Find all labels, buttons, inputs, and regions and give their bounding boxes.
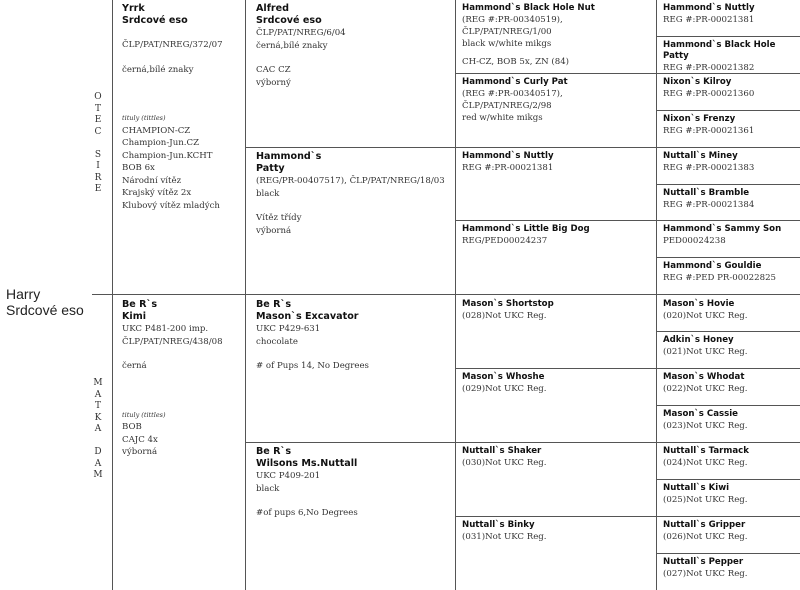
side-letter: T: [94, 103, 101, 114]
dog-name: Mason`s Cassie: [663, 409, 739, 419]
dog-kennel: Patty: [256, 163, 285, 174]
gen4-cell: [659, 517, 800, 553]
side-letter: O: [94, 92, 102, 102]
dog-reg: REG #:PED PR-00022825: [663, 273, 777, 283]
gen4-cell: [659, 258, 800, 294]
gen4-cell: [659, 480, 800, 516]
side-letter: D: [94, 447, 102, 457]
dam-titles: [122, 421, 241, 459]
dog-note: CAC CZ: [256, 65, 291, 75]
gen4-cell: [659, 332, 800, 368]
dog-name: Mason`s Shortstop: [462, 299, 554, 309]
dog-reg: REG #:PR-00021383: [663, 163, 755, 173]
side-letter: S: [94, 149, 102, 160]
gen4-cell: [659, 554, 800, 590]
dog-name: Be R`s: [256, 299, 292, 310]
side-letter: K: [94, 412, 102, 423]
dog-detail: (031)Not UKC Reg.: [462, 532, 547, 542]
subject-kennel: Srdcové eso: [6, 302, 84, 318]
gen3-cell: [458, 517, 656, 590]
gen4-cell: [659, 74, 800, 110]
side-letter: A: [94, 389, 102, 400]
dog-kennel: Srdcové eso: [256, 15, 322, 26]
dog-reg: (REG/PR-00407517), ČLP/PAT/NREG/18/03: [256, 176, 445, 186]
dog-reg: PED00024238: [663, 236, 726, 246]
dog-reg: (021)Not UKC Reg.: [663, 347, 748, 357]
dog-name: Hammond`s Gouldie: [663, 261, 762, 271]
dog-note: Vítěz třídy: [256, 213, 302, 223]
dog-name: Nuttall`s Binky: [462, 520, 535, 530]
sire-titles: [122, 125, 241, 213]
dog-name: Nuttall`s Tarmack: [663, 446, 749, 456]
grandsire-paternal-cell: [252, 0, 455, 147]
dog-note: výborná: [256, 225, 292, 236]
dog-name: Hammond`s: [256, 151, 322, 162]
dam-cell: [118, 296, 245, 590]
row-divider: [92, 294, 800, 295]
dog-reg: (020)Not UKC Reg.: [663, 311, 748, 321]
dog-detail: REG #:PR-00021381: [462, 163, 554, 173]
dog-detail: CH-CZ, BOB 5x, ZN (84): [462, 57, 570, 67]
side-letter: M: [93, 470, 103, 480]
dog-reg: REG #:PR-00021360: [663, 89, 755, 99]
subject-name-block: [6, 286, 84, 318]
dog-reg: UKC P429-631: [256, 324, 321, 334]
dog-name: Mason`s Whoshe: [462, 372, 545, 382]
gen3-cell: [458, 74, 656, 147]
gen4-cell: [659, 443, 800, 479]
dog-name: Adkin`s Honey: [663, 335, 734, 345]
dog-name: Hammond`s Curly Pat: [462, 77, 568, 87]
side-letter: E: [94, 184, 102, 194]
dog-color: černá,bílé znaky: [256, 40, 328, 51]
column-divider: [112, 0, 113, 590]
sire-name: Yrrk: [122, 3, 145, 14]
dog-detail: (030)Not UKC Reg.: [462, 458, 547, 468]
dog-note: # of Pups 14, No Degrees: [256, 361, 369, 371]
side-letter: [93, 138, 103, 150]
dog-name: Hammond`s Nuttly: [462, 151, 554, 161]
gen4-cell: [659, 37, 800, 73]
side-letter: A: [94, 424, 102, 434]
dog-kennel: Mason`s Excavator: [256, 311, 359, 322]
dog-name: Mason`s Hovie: [663, 299, 735, 309]
dog-reg: (027)Not UKC Reg.: [663, 569, 748, 579]
grandsire-maternal-cell: [252, 296, 455, 442]
granddam-paternal-cell: [252, 148, 455, 294]
dam-titles-label: tituly (tittles): [122, 410, 166, 419]
side-letter: E: [94, 115, 102, 125]
dog-detail: black w/white mikgs: [462, 39, 552, 49]
title-item: Klubový vítěz mladých: [122, 200, 220, 211]
side-letter: I: [96, 161, 100, 171]
side-letter: [93, 436, 103, 448]
dog-name: Nuttall`s Bramble: [663, 188, 750, 198]
dam-reg1: UKC P481-200 imp.: [122, 324, 209, 334]
dog-note: #of pups 6,No Degrees: [256, 508, 358, 518]
dog-detail: (REG #:PR-00340517), ČLP/PAT/NREG/2/98: [462, 89, 563, 111]
gen3-cell: [458, 0, 656, 73]
gen4-cell: [659, 369, 800, 405]
gen3-cell: [458, 221, 656, 294]
title-item: BOB 6x: [122, 163, 155, 173]
column-divider: [245, 0, 246, 590]
dam-reg2: ČLP/PAT/NREG/438/08: [122, 336, 223, 347]
dam-name: Be R`s: [122, 299, 158, 310]
granddam-maternal-cell: [252, 443, 455, 590]
gen4-cell: [659, 148, 800, 184]
dog-color: black: [256, 188, 280, 199]
dog-detail: (028)Not UKC Reg.: [462, 311, 547, 321]
title-item: Champion-Jun.CZ: [122, 138, 200, 148]
column-divider: [656, 0, 657, 590]
dog-reg: REG #:PR-00021384: [663, 200, 755, 210]
sire-cell: [118, 0, 245, 294]
dog-reg: UKC P409-201: [256, 471, 321, 481]
dog-reg: (025)Not UKC Reg.: [663, 495, 748, 505]
dog-name: Hammond`s Black Hole Patty: [663, 40, 776, 61]
title-item: CAJC 4x: [122, 434, 158, 445]
dam-color: černá: [122, 361, 147, 371]
dog-name: Nixon`s Kilroy: [663, 77, 732, 87]
dog-name: Hammond`s Little Big Dog: [462, 224, 590, 234]
gen4-cell: [659, 296, 800, 332]
dog-name: Nuttall`s Kiwi: [663, 483, 730, 493]
side-letter: M: [93, 378, 103, 388]
dog-detail: (REG #:PR-00340519), ČLP/PAT/NREG/1/00: [462, 15, 563, 37]
dog-reg: (026)Not UKC Reg.: [663, 532, 748, 542]
dog-detail: (029)Not UKC Reg.: [462, 384, 547, 394]
side-letter: A: [94, 458, 102, 469]
dog-reg: REG #:PR-00021382: [663, 63, 755, 73]
gen4-cell: [659, 185, 800, 221]
dog-name: Hammond`s Black Hole Nut: [462, 3, 595, 13]
dog-name: Alfred: [256, 3, 289, 14]
dog-kennel: Wilsons Ms.Nuttall: [256, 458, 358, 469]
dog-name: Hammond`s Nuttly: [663, 3, 755, 13]
gen3-cell: [458, 443, 656, 516]
sire-titles-label: tituly (tittles): [122, 114, 166, 122]
title-item: BOB: [122, 422, 142, 432]
dog-name: Mason`s Whodat: [663, 372, 745, 382]
dog-color: chocolate: [256, 336, 298, 347]
dog-reg: ČLP/PAT/NREG/6/04: [256, 28, 346, 38]
side-letter: T: [94, 401, 101, 411]
dog-reg: (024)Not UKC Reg.: [663, 458, 748, 468]
dog-detail: red w/white mikgs: [462, 113, 543, 123]
side-letter: C: [94, 126, 102, 137]
dog-detail: REG/PED00024237: [462, 236, 548, 246]
gen4-cell: [659, 111, 800, 147]
title-item: Champion-Jun.KCHT: [122, 150, 213, 161]
subject-name: Harry: [6, 286, 41, 302]
gen4-cell: [659, 406, 800, 442]
gen4-cell: [659, 0, 800, 36]
dam-kennel: Kimi: [122, 311, 147, 322]
sire-kennel: Srdcové eso: [122, 15, 188, 26]
dog-name: Nuttall`s Gripper: [663, 520, 746, 530]
dog-name: Hammond`s Sammy Son: [663, 224, 782, 234]
gen3-cell: [458, 148, 656, 221]
gen3-cell: [458, 369, 656, 442]
dog-name: Nuttall`s Shaker: [462, 446, 542, 456]
dog-reg: REG #:PR-00021361: [663, 126, 755, 136]
dog-name: Nixon`s Frenzy: [663, 114, 736, 124]
dog-name: Be R`s: [256, 446, 292, 457]
dog-color: black: [256, 483, 280, 494]
sire-reg: ČLP/PAT/NREG/372/07: [122, 40, 223, 50]
gen3-cell: [458, 296, 656, 369]
dog-reg: (022)Not UKC Reg.: [663, 384, 748, 394]
title-item: CHAMPION-CZ: [122, 125, 191, 136]
side-letter: R: [94, 172, 102, 183]
sire-color: černá,bílé znaky: [122, 64, 194, 75]
title-item: Národní vítěz: [122, 175, 182, 186]
dog-reg: REG #:PR-00021381: [663, 15, 755, 25]
title-item: Krajský vítěz 2x: [122, 188, 192, 198]
dog-note: výborný: [256, 77, 291, 88]
dam-side-label: [93, 378, 103, 482]
sire-side-label: [93, 92, 103, 196]
dog-reg: (023)Not UKC Reg.: [663, 421, 748, 431]
title-item: výborná: [122, 447, 158, 457]
dog-name: Nuttall`s Pepper: [663, 557, 744, 567]
gen4-cell: [659, 221, 800, 257]
dog-name: Nuttall`s Miney: [663, 151, 738, 161]
column-divider: [455, 0, 456, 590]
